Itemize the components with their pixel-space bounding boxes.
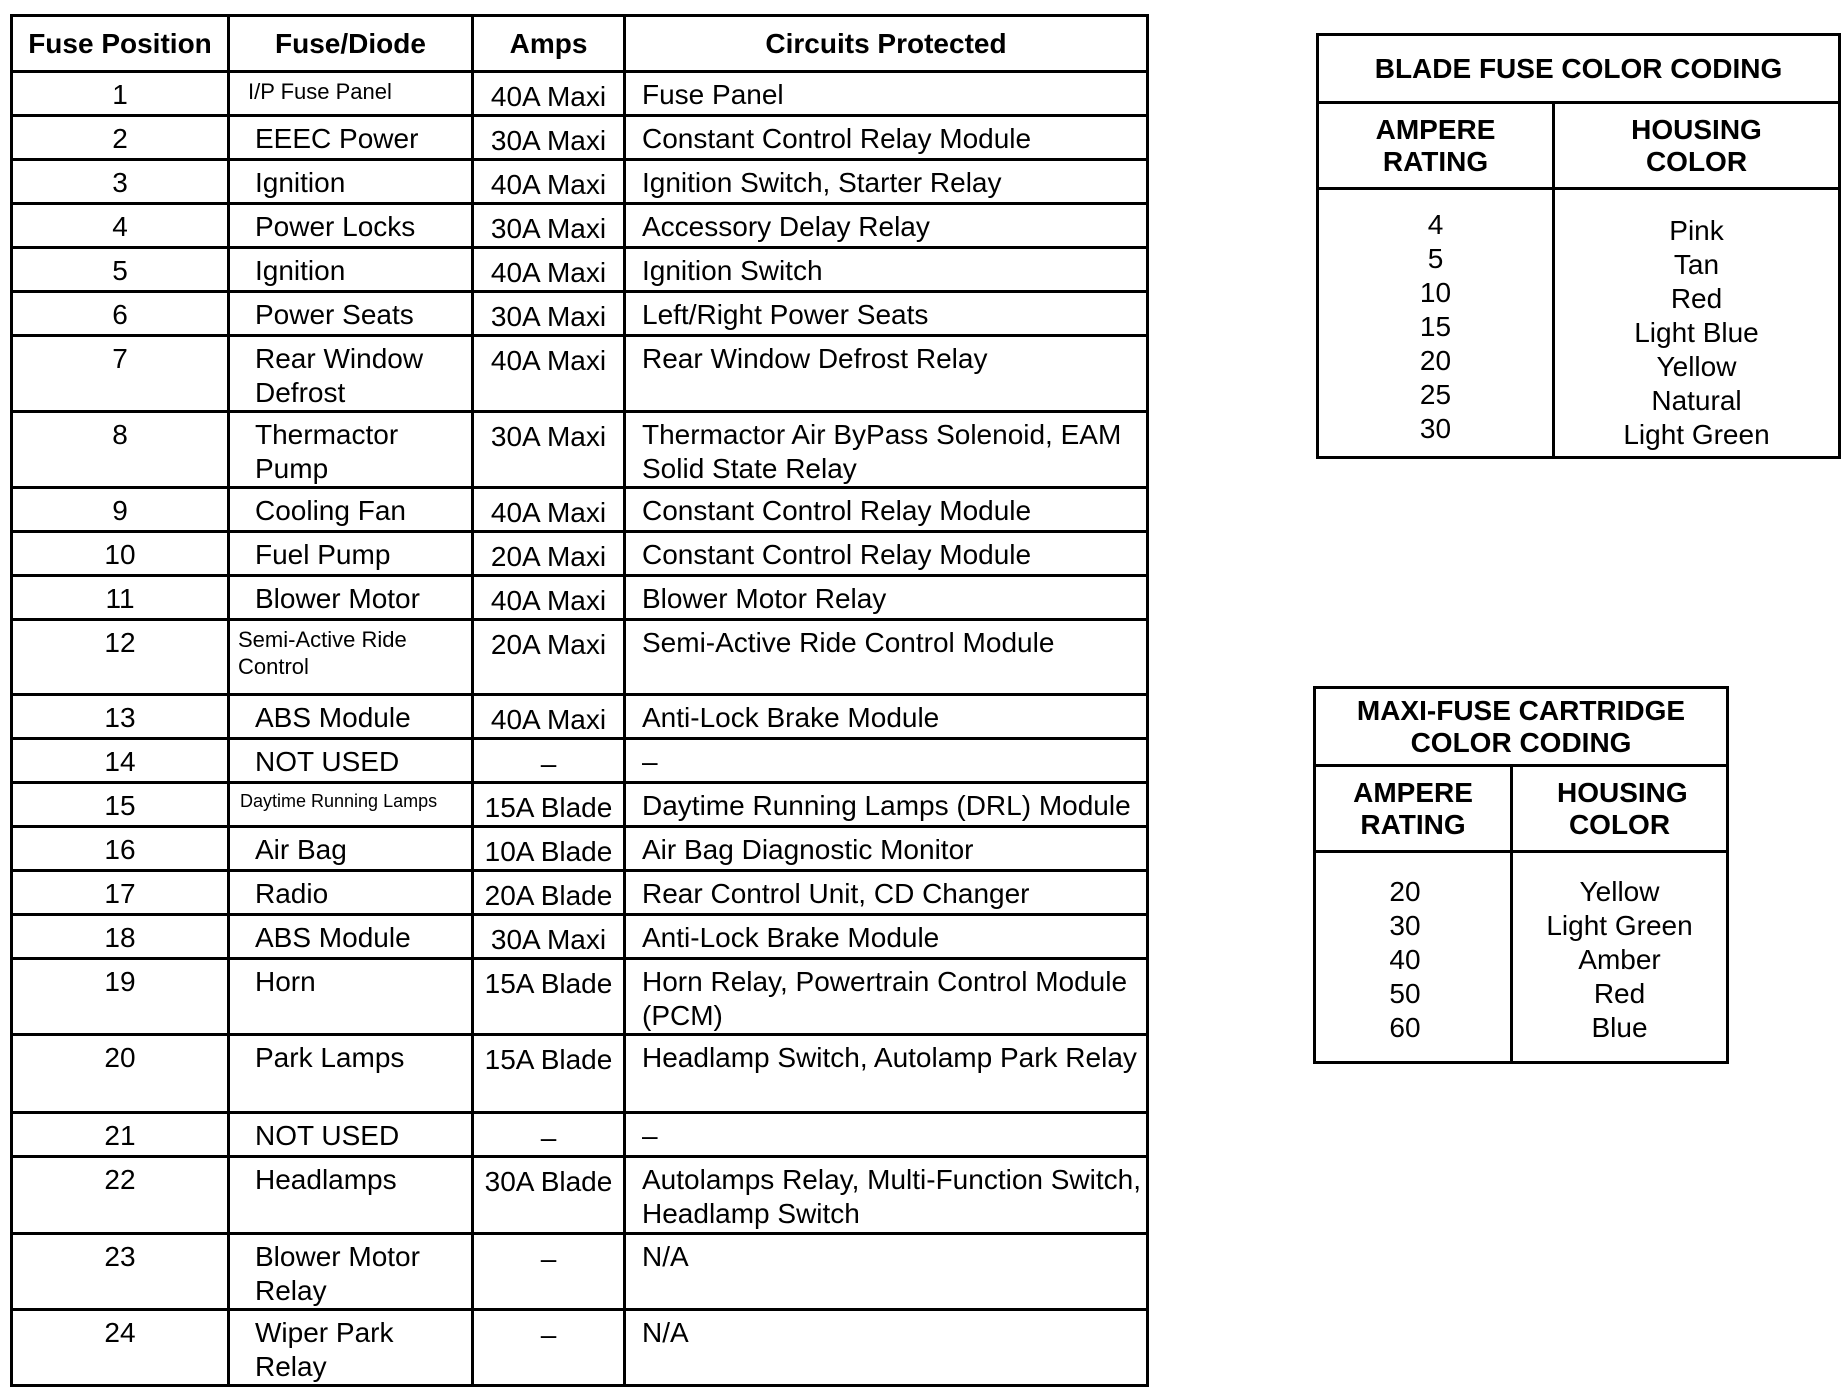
cell-amps: 40A Maxi — [473, 488, 625, 532]
blade-color-value: Yellow — [1656, 351, 1737, 382]
table-row — [12, 871, 1148, 915]
cell-position: 4 — [12, 204, 229, 248]
maxi-header-ampere-rating: AMPERE RATING — [1315, 766, 1512, 852]
cell-circuits: Constant Control Relay Module — [625, 116, 1148, 160]
cell-circuits: N/A — [625, 1310, 1148, 1386]
cell-position: 3 — [12, 160, 229, 204]
cell-fuse: Semi-Active Ride Control — [229, 620, 473, 695]
cell-fuse: Cooling Fan — [229, 488, 473, 532]
cell-position: 5 — [12, 248, 229, 292]
cell-circuits: Ignition Switch — [625, 248, 1148, 292]
table-row — [12, 1113, 1148, 1157]
cell-fuse: Daytime Running Lamps — [229, 783, 473, 827]
cell-circuits: Autolamps Relay, Multi-Function Switch, Headlamp Switch — [625, 1157, 1148, 1234]
blade-amp-value: 20 — [1419, 345, 1452, 376]
cell-amps: 30A Maxi — [473, 915, 625, 959]
header-fuse-position: Fuse Position — [12, 16, 229, 72]
cell-amps: 20A Blade — [473, 871, 625, 915]
cell-circuits: Horn Relay, Powertrain Control Module (PCM) — [625, 959, 1148, 1035]
cell-fuse: Headlamps — [229, 1157, 473, 1234]
cell-position: 10 — [12, 532, 229, 576]
maxi-amp-value: 40 — [1389, 944, 1421, 975]
cell-circuits: Thermactor Air ByPass Solenoid, EAM Solid State Relay — [625, 412, 1148, 488]
table-row — [12, 827, 1148, 871]
cell-circuits: Rear Window Defrost Relay — [625, 336, 1148, 412]
cell-circuits: Blower Motor Relay — [625, 576, 1148, 620]
cell-circuits: Ignition Switch, Starter Relay — [625, 160, 1148, 204]
header-amps: Amps — [473, 16, 625, 72]
blade-color-list — [1554, 189, 1840, 458]
maxi-color-value: Yellow — [1579, 876, 1660, 907]
cell-position: 16 — [12, 827, 229, 871]
cell-circuits: Accessory Delay Relay — [625, 204, 1148, 248]
cell-circuits: Fuse Panel — [625, 72, 1148, 116]
cell-fuse: NOT USED — [229, 1113, 473, 1157]
table-row — [12, 783, 1148, 827]
blade-color-value: Red — [1670, 283, 1723, 314]
table-row — [12, 160, 1148, 204]
cell-position: 11 — [12, 576, 229, 620]
cell-position: 23 — [12, 1234, 229, 1310]
cell-circuits: – — [625, 739, 1148, 783]
header-circuits-protected: Circuits Protected — [625, 16, 1148, 72]
table-row — [12, 116, 1148, 160]
cell-position: 9 — [12, 488, 229, 532]
table-row — [12, 336, 1148, 412]
cell-position: 22 — [12, 1157, 229, 1234]
table-row — [12, 620, 1148, 695]
cell-position: 18 — [12, 915, 229, 959]
cell-fuse: Wiper Park Relay — [229, 1310, 473, 1386]
cell-fuse: ABS Module — [229, 915, 473, 959]
table-row — [12, 915, 1148, 959]
cell-amps: 15A Blade — [473, 959, 625, 1035]
cell-fuse: NOT USED — [229, 739, 473, 783]
cell-fuse: Ignition — [229, 248, 473, 292]
blade-color-value: Natural — [1651, 385, 1742, 416]
cell-circuits: Left/Right Power Seats — [625, 292, 1148, 336]
maxi-title-row — [1315, 688, 1728, 766]
cell-position: 8 — [12, 412, 229, 488]
table-row — [12, 739, 1148, 783]
cell-amps: 40A Maxi — [473, 576, 625, 620]
maxi-header-housing-color: HOUSING COLOR — [1512, 766, 1728, 852]
cell-amps: 40A Maxi — [473, 160, 625, 204]
maxi-amp-value: 30 — [1389, 910, 1421, 941]
blade-body-row — [1318, 189, 1840, 458]
blade-header-ampere-rating: AMPERE RATING — [1318, 103, 1554, 189]
cell-fuse: Horn — [229, 959, 473, 1035]
cell-amps: 30A Blade — [473, 1157, 625, 1234]
cell-position: 15 — [12, 783, 229, 827]
cell-position: 7 — [12, 336, 229, 412]
blade-header-row — [1318, 103, 1840, 189]
cell-amps: 30A Maxi — [473, 292, 625, 336]
blade-amp-value: 4 — [1427, 209, 1444, 240]
blade-amp-value: 30 — [1419, 413, 1452, 444]
maxi-amp-list — [1315, 852, 1512, 1063]
cell-circuits: Headlamp Switch, Autolamp Park Relay — [625, 1035, 1148, 1113]
cell-fuse: Blower Motor — [229, 576, 473, 620]
table-row — [12, 695, 1148, 739]
cell-position: 17 — [12, 871, 229, 915]
cell-amps: 20A Maxi — [473, 620, 625, 695]
table-row — [12, 248, 1148, 292]
blade-color-value: Tan — [1673, 249, 1720, 280]
maxi-color-value: Blue — [1591, 1012, 1648, 1043]
cell-circuits: Constant Control Relay Module — [625, 488, 1148, 532]
blade-color-value: Light Green — [1623, 419, 1770, 450]
table-row — [12, 1234, 1148, 1310]
cell-circuits: Anti-Lock Brake Module — [625, 695, 1148, 739]
cell-amps: 10A Blade — [473, 827, 625, 871]
cell-position: 12 — [12, 620, 229, 695]
cell-circuits: Air Bag Diagnostic Monitor — [625, 827, 1148, 871]
maxi-table-title: MAXI-FUSE CARTRIDGE COLOR CODING — [1315, 688, 1728, 766]
cell-fuse: ABS Module — [229, 695, 473, 739]
table-row — [12, 1157, 1148, 1234]
cell-amps: 40A Maxi — [473, 695, 625, 739]
cell-position: 2 — [12, 116, 229, 160]
cell-fuse: Thermactor Pump — [229, 412, 473, 488]
table-row — [12, 412, 1148, 488]
cell-position: 20 — [12, 1035, 229, 1113]
fuse-table — [10, 14, 1149, 1387]
maxi-amp-value: 60 — [1389, 1012, 1421, 1043]
cell-amps: 20A Maxi — [473, 532, 625, 576]
fuse-table-header-row — [12, 16, 1148, 72]
cell-position: 19 — [12, 959, 229, 1035]
cell-amps: – — [473, 739, 625, 783]
maxi-body-row — [1315, 852, 1728, 1063]
blade-amp-list — [1318, 189, 1554, 458]
cell-fuse: EEEC Power — [229, 116, 473, 160]
blade-amp-value: 25 — [1419, 379, 1452, 410]
cell-circuits: – — [625, 1113, 1148, 1157]
cell-position: 13 — [12, 695, 229, 739]
cell-amps: 40A Maxi — [473, 336, 625, 412]
blade-color-value: Pink — [1669, 215, 1724, 246]
cell-circuits: Constant Control Relay Module — [625, 532, 1148, 576]
table-row — [12, 204, 1148, 248]
cell-amps: 15A Blade — [473, 783, 625, 827]
cell-fuse: Rear Window Defrost — [229, 336, 473, 412]
cell-position: 1 — [12, 72, 229, 116]
maxi-color-value: Amber — [1578, 944, 1661, 975]
maxi-amp-value: 20 — [1389, 876, 1421, 907]
blade-amp-value: 10 — [1419, 277, 1452, 308]
maxi-color-list — [1512, 852, 1728, 1063]
blade-table-title: BLADE FUSE COLOR CODING — [1318, 35, 1840, 103]
table-row — [12, 959, 1148, 1035]
table-row — [12, 72, 1148, 116]
cell-position: 21 — [12, 1113, 229, 1157]
table-row — [12, 292, 1148, 336]
cell-amps: 30A Maxi — [473, 204, 625, 248]
cell-amps: 15A Blade — [473, 1035, 625, 1113]
cell-fuse: Power Locks — [229, 204, 473, 248]
maxi-fuse-color-table — [1313, 686, 1729, 1064]
table-row — [12, 1310, 1148, 1386]
cell-amps: 30A Maxi — [473, 116, 625, 160]
cell-circuits: Daytime Running Lamps (DRL) Module — [625, 783, 1148, 827]
blade-amp-value: 5 — [1427, 243, 1444, 274]
cell-amps: – — [473, 1113, 625, 1157]
cell-circuits: Semi-Active Ride Control Module — [625, 620, 1148, 695]
blade-amp-value: 15 — [1419, 311, 1452, 342]
maxi-amp-value: 50 — [1389, 978, 1421, 1009]
cell-fuse: I/P Fuse Panel — [229, 72, 473, 116]
cell-circuits: N/A — [625, 1234, 1148, 1310]
maxi-header-row — [1315, 766, 1728, 852]
cell-circuits: Rear Control Unit, CD Changer — [625, 871, 1148, 915]
cell-position: 24 — [12, 1310, 229, 1386]
maxi-color-value: Light Green — [1546, 910, 1693, 941]
cell-fuse: Fuel Pump — [229, 532, 473, 576]
cell-amps: 40A Maxi — [473, 72, 625, 116]
blade-color-value: Light Blue — [1634, 317, 1759, 348]
cell-fuse: Radio — [229, 871, 473, 915]
blade-header-housing-color: HOUSING COLOR — [1554, 103, 1840, 189]
cell-amps: – — [473, 1310, 625, 1386]
header-fuse-diode: Fuse/Diode — [229, 16, 473, 72]
cell-amps: – — [473, 1234, 625, 1310]
cell-fuse: Power Seats — [229, 292, 473, 336]
cell-position: 6 — [12, 292, 229, 336]
table-row — [12, 488, 1148, 532]
cell-circuits: Anti-Lock Brake Module — [625, 915, 1148, 959]
table-row — [12, 532, 1148, 576]
maxi-color-value: Red — [1593, 978, 1646, 1009]
cell-position: 14 — [12, 739, 229, 783]
table-row — [12, 576, 1148, 620]
blade-title-row — [1318, 35, 1840, 103]
cell-fuse: Blower Motor Relay — [229, 1234, 473, 1310]
cell-fuse: Air Bag — [229, 827, 473, 871]
cell-amps: 40A Maxi — [473, 248, 625, 292]
blade-fuse-color-table — [1316, 33, 1841, 459]
table-row — [12, 1035, 1148, 1113]
cell-amps: 30A Maxi — [473, 412, 625, 488]
cell-fuse: Park Lamps — [229, 1035, 473, 1113]
cell-fuse: Ignition — [229, 160, 473, 204]
